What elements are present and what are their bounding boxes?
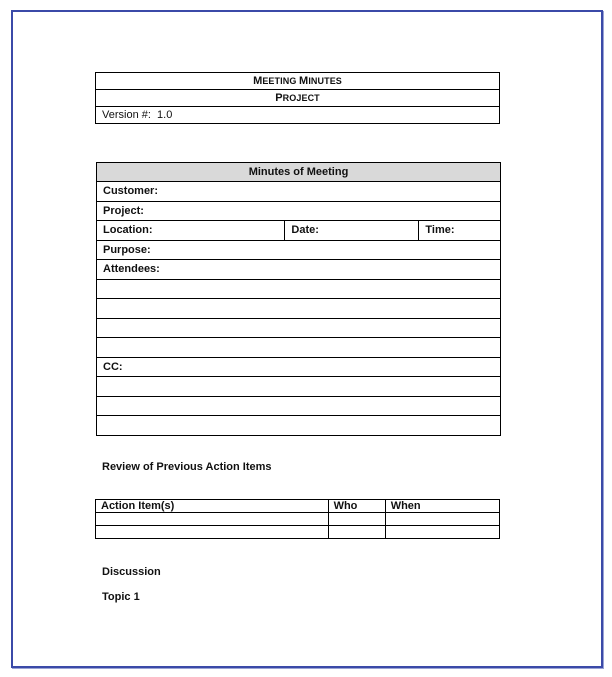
attendees-field[interactable]: Attendees: [97, 260, 501, 280]
attendee-row[interactable] [97, 299, 501, 319]
column-header-who: Who [328, 500, 385, 513]
document-title: MEETING MINUTES [96, 73, 500, 90]
action-items-table [95, 499, 500, 539]
date-field[interactable]: Date: [285, 221, 419, 241]
meeting-minutes-header [95, 72, 500, 124]
minutes-title: Minutes of Meeting [97, 163, 501, 182]
table-cell[interactable] [96, 513, 329, 526]
time-field[interactable]: Time: [419, 221, 501, 241]
table-cell[interactable] [385, 526, 499, 539]
cc-row[interactable] [97, 416, 501, 436]
purpose-field[interactable]: Purpose: [97, 240, 501, 260]
version-label: Version #: [102, 109, 151, 121]
table-cell[interactable] [328, 526, 385, 539]
cc-field[interactable]: CC: [97, 357, 501, 377]
version-row [96, 107, 500, 124]
attendee-row[interactable] [97, 279, 501, 299]
table-cell[interactable] [328, 513, 385, 526]
cc-row[interactable] [97, 377, 501, 397]
customer-field[interactable]: Customer: [97, 182, 501, 202]
project-field[interactable]: Project: [97, 201, 501, 221]
attendee-row[interactable] [97, 338, 501, 358]
table-cell[interactable] [385, 513, 499, 526]
table-cell[interactable] [96, 526, 329, 539]
discussion-heading: Discussion [102, 566, 161, 578]
location-field[interactable]: Location: [97, 221, 285, 241]
cc-row[interactable] [97, 396, 501, 416]
attendee-row[interactable] [97, 318, 501, 338]
column-header-action-items: Action Item(s) [96, 500, 329, 513]
topic-heading: Topic 1 [102, 591, 140, 603]
review-heading: Review of Previous Action Items [102, 461, 272, 473]
column-header-when: When [385, 500, 499, 513]
minutes-of-meeting-table [96, 162, 501, 436]
project-heading: PROJECT [96, 90, 500, 107]
version-value: 1.0 [157, 109, 173, 121]
